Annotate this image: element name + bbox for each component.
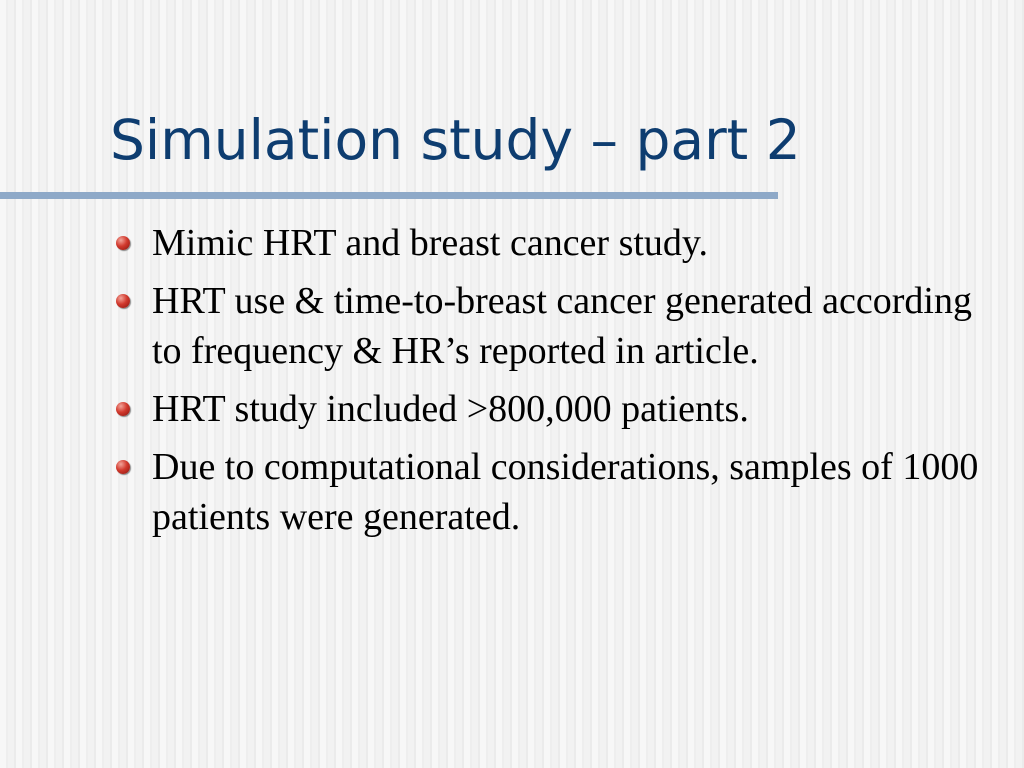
bullet-item bbox=[116, 384, 1006, 434]
bullet-item bbox=[116, 218, 1006, 268]
bullet-item bbox=[116, 276, 1006, 376]
bullet-dot-icon bbox=[116, 294, 130, 308]
bullet-text: HRT study included >800,000 patients. bbox=[152, 388, 749, 430]
title-underline bbox=[0, 192, 778, 199]
bullet-text: Due to computational considerations, samples of 1000 patients were generated. bbox=[152, 446, 979, 538]
bullet-list bbox=[116, 218, 1006, 550]
bullet-text: HRT use & time-to-breast cancer generated according to frequency & HR’s reported in article. bbox=[152, 280, 972, 372]
bullet-item bbox=[116, 442, 1006, 542]
bullet-text: Mimic HRT and breast cancer study. bbox=[152, 222, 708, 264]
bullet-dot-icon bbox=[116, 236, 130, 250]
slide-title: Simulation study – part 2 bbox=[110, 108, 801, 172]
bullet-dot-icon bbox=[116, 460, 130, 474]
bullet-dot-icon bbox=[116, 402, 130, 416]
